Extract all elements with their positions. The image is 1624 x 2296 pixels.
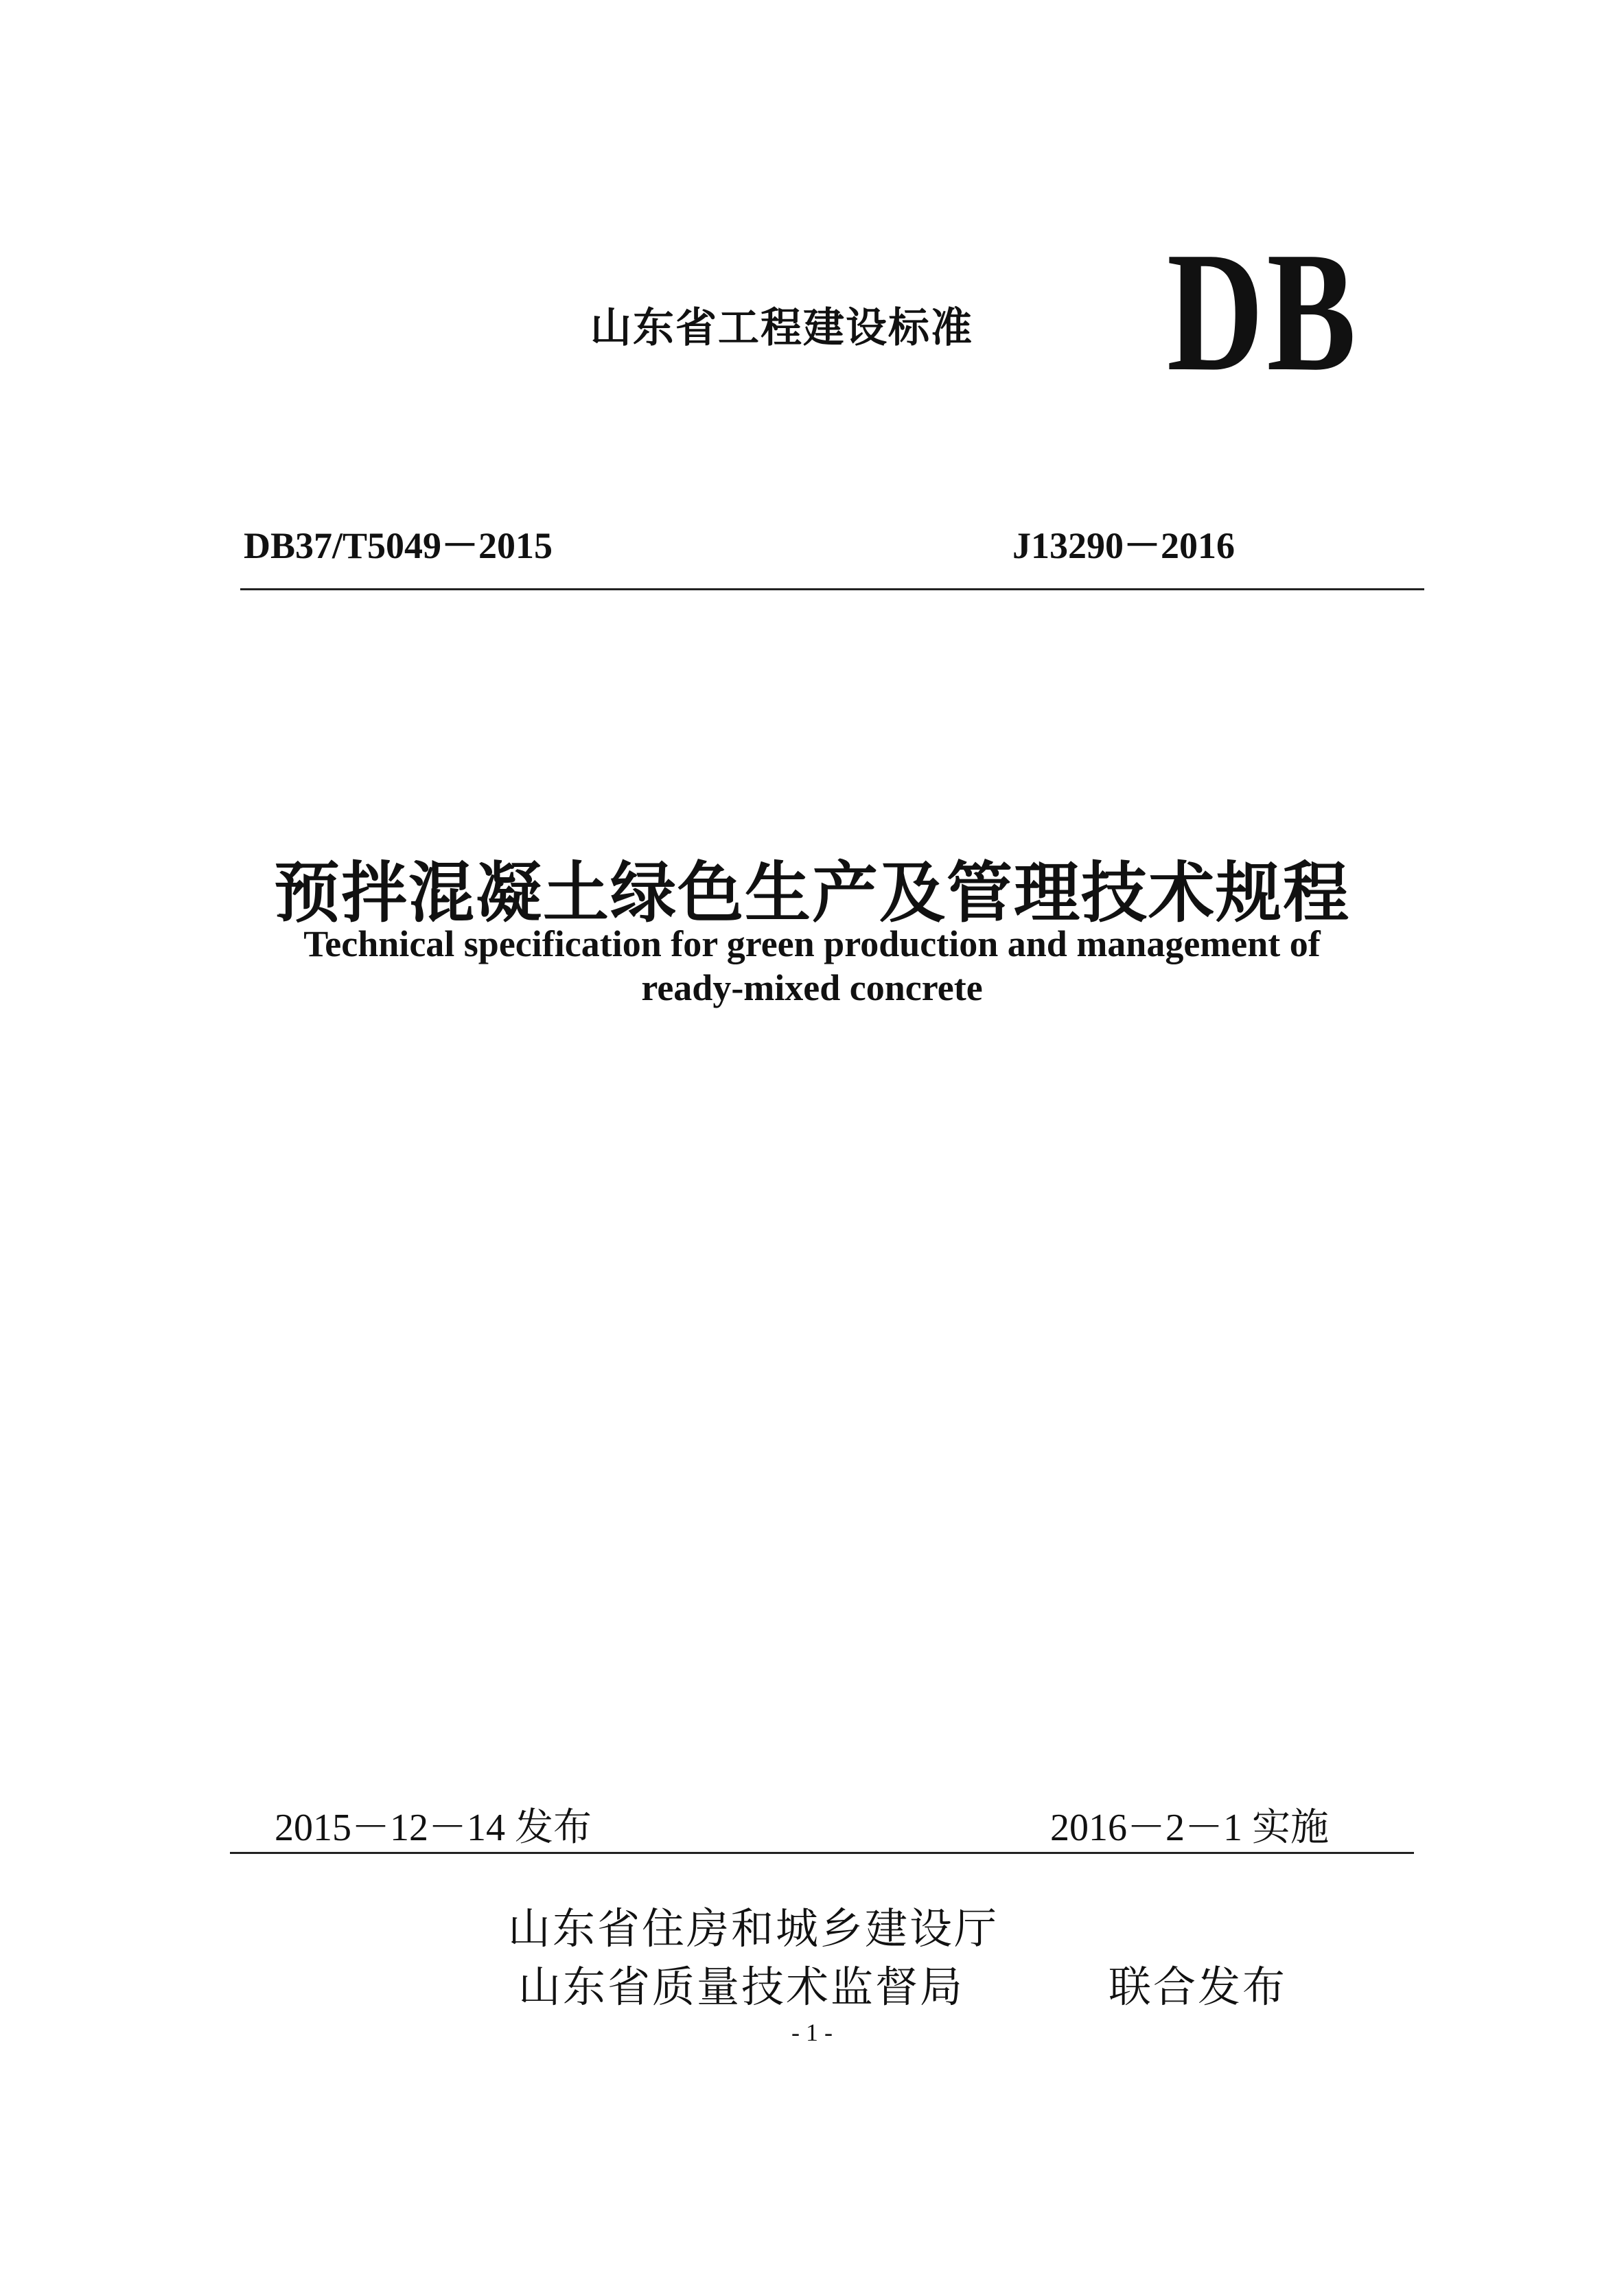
standard-code: DB37/T5049－2015 <box>244 525 553 566</box>
document-title-english-line1: Technical specification for green production and management of <box>303 923 1321 964</box>
bottom-divider <box>230 1852 1414 1854</box>
record-code: J13290－2016 <box>1012 525 1235 566</box>
issuer-quality-bureau: 山东省质量技术监督局 <box>518 1962 965 2012</box>
effective-date: 2016－2－1 实施 <box>1050 1807 1329 1849</box>
page-number: - 1 - <box>791 2019 833 2046</box>
db-mark: DB <box>1167 217 1360 407</box>
joint-issue-label: 联合发布 <box>1109 1962 1288 2012</box>
document-title-chinese: 预拌混凝土绿色生产及管理技术规程 <box>274 854 1350 931</box>
issue-date: 2015－12－14 发布 <box>275 1807 592 1849</box>
document-title-english-line2: ready-mixed concrete <box>641 967 983 1008</box>
standard-series-name: 山东省工程建设标准 <box>590 304 973 352</box>
issuer-housing-department: 山东省住房和城乡建设厅 <box>508 1903 999 1953</box>
top-divider <box>240 588 1424 590</box>
